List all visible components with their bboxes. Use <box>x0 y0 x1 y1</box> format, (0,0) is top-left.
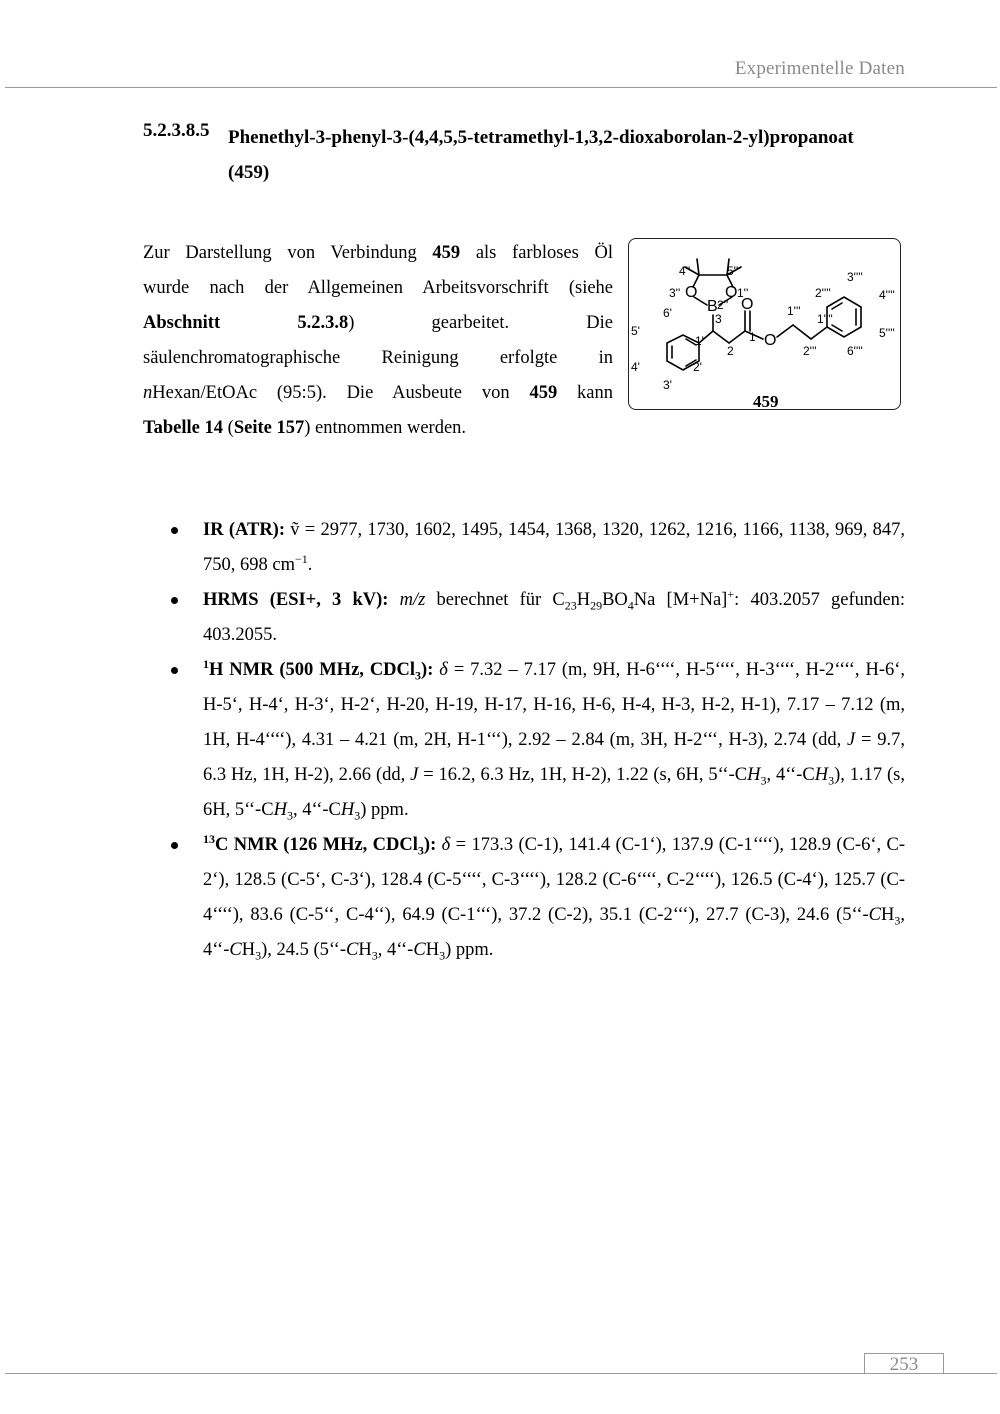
section-title <box>228 120 928 190</box>
bullet-icon <box>171 842 178 849</box>
intro-line-3: Abschnitt 5.2.3.8) gearbeitet. Die <box>143 313 614 333</box>
atom-o-ester: O <box>764 332 777 349</box>
analytical-data-list <box>165 513 905 968</box>
table-ref: Tabelle 14 <box>143 418 224 438</box>
label-c1ppp: 1''' <box>787 304 801 318</box>
running-header-title: Experimentelle Daten <box>734 58 905 79</box>
label-c5pppp: 5'''' <box>879 326 895 340</box>
intro-line-2: wurde nach der Allgemeinen Arbeitsvorschrift (siehe <box>143 278 613 298</box>
compound-ref: 459 <box>432 243 461 263</box>
label-c2pppp: 2'''' <box>815 286 831 300</box>
intro-line-1: Zur Darstellung von Verbindung 459 als farbloses Öl <box>143 243 613 263</box>
label-c1: 1 <box>749 330 756 344</box>
compound-number-label: 459 <box>753 392 779 411</box>
section-number: 5.2.3.8.5 <box>143 120 210 141</box>
atom-boron: B <box>707 298 718 315</box>
section-ref: 5.2.3.8 <box>297 313 349 333</box>
label-c6pppp: 6'''' <box>847 344 863 358</box>
compound-ref: 459 <box>529 383 558 403</box>
label-c2: 2 <box>727 344 734 358</box>
label-c4pp: 4'' <box>679 264 691 278</box>
section-title-line2: (459) <box>228 162 270 183</box>
list-item-hrms: HRMS (ESI+, 3 kV): m/z berechnet für $C_{23}H_{29}BO_4Na$ [M+Na]+: 403.2057 gefunden: 403.2055. <box>165 583 905 653</box>
header-rule <box>5 87 997 88</box>
atom-o-left: O <box>685 284 698 301</box>
page-number: 253 <box>889 1354 919 1375</box>
bullet-icon <box>171 597 178 604</box>
label-c3pppp: 3'''' <box>847 270 863 284</box>
bullet-icon <box>171 527 178 534</box>
label-c4p: 4' <box>631 360 640 374</box>
page-ref: Seite 157 <box>233 418 305 438</box>
bullet-icon <box>171 667 178 674</box>
atom-o-right: O <box>725 284 738 301</box>
atom-o-carbonyl: O <box>741 296 754 313</box>
chemical-structure-box <box>628 238 901 410</box>
label-c1p: 1' <box>695 334 704 348</box>
chemical-structure-drawing <box>629 239 902 411</box>
label-c2p: 2' <box>693 360 702 374</box>
list-item-c-nmr: $^{13}$C NMR (126 MHz, CDCl$_3$): δ = 173.3 (C-1), 141.4 (C-1‘), 137.9 (C-1‘‘‘‘), 128.9 (C-6‘, C-2‘), 128.5 (C-5‘, C-3‘), 128.4 (C-5‘‘‘‘, C-3‘‘‘‘), 128.2 (C-6‘‘‘‘, C-2‘‘‘‘), 126.5 (C-4‘), 125.7 (C-4‘‘‘‘), 83.6 (C-5‘‘, C-4‘‘), 64.9 (C-1‘‘‘), 37.2 (C-2), 35.1 (C-2‘‘‘), 27.7 (C-3), 24.6 ($5‘‘-CH_3$, $4‘‘-CH_3$), 24.5 ($5‘‘-CH_3$, $4‘‘-CH_3$) ppm. <box>165 828 905 968</box>
section-title-line1: Phenethyl-3-phenyl-3-(4,4,5,5-tetramethyl-1,3,2-dioxaborolan-2-yl)propanoat <box>228 127 854 148</box>
label-c5p: 5' <box>631 324 640 338</box>
label-c3pp: 3'' <box>669 286 681 300</box>
section-ref-label: Abschnitt <box>143 313 221 333</box>
intro-line-5: nHexan/EtOAc (95:5). Die Ausbeute von 459 kann <box>143 383 613 403</box>
intro-line-4: säulenchromatographische Reinigung erfolgte in <box>143 348 613 368</box>
label-c2pp: 2'' <box>717 298 729 312</box>
footer-rule <box>5 1373 997 1374</box>
label-c1pppp: 1'''' <box>817 312 833 326</box>
label-c1pp: 1'' <box>737 286 749 300</box>
intro-line-6: Tabelle 14 (Seite 157) entnommen werden. <box>143 418 467 438</box>
label-c4pppp: 4'''' <box>879 288 895 302</box>
label-c5pp: 5'' <box>727 264 739 278</box>
label-c3p: 3' <box>663 378 672 392</box>
list-item-ir: IR (ATR): ṽ = 2977, 1730, 1602, 1495, 1454, 1368, 1320, 1262, 1216, 1166, 1138, 969, 847, 750, 698 $cm^{-1}$. <box>165 513 905 583</box>
list-item-h-nmr: $^1$H NMR (500 MHz, CDCl$_3$): δ = 7.32 – 7.17 (m, 9H, H-6‘‘‘‘, H-5‘‘‘‘, H-3‘‘‘‘, H-2‘‘‘‘, H-6‘, H-5‘, H-4‘, H-3‘, H-2‘, H-20, H-19, H-17, H-16, H-6, H-4, H-3, H-2, H-1), 7.17 – 7.12 (m, 1H, H-4‘‘‘‘), 4.31 – 4.21 (m, 2H, H-1‘‘‘), 2.92 – 2.84 (m, 3H, H-2‘‘‘, H-3), 2.74 (dd, J = 9.7, 6.3 Hz, 1H, H-2), 2.66 (dd, J = 16.2, 6.3 Hz, 1H, H-2), 1.22 (s, 6H, $5‘‘-CH_3$, $4‘‘-CH_3$), 1.17 (s, 6H, $5‘‘-CH_3$, $4‘‘-CH_3$) ppm. <box>165 653 905 828</box>
label-c2ppp: 2''' <box>803 344 817 358</box>
label-c6p: 6' <box>663 306 672 320</box>
intro-paragraph <box>143 236 613 446</box>
label-c3: 3 <box>715 312 722 326</box>
